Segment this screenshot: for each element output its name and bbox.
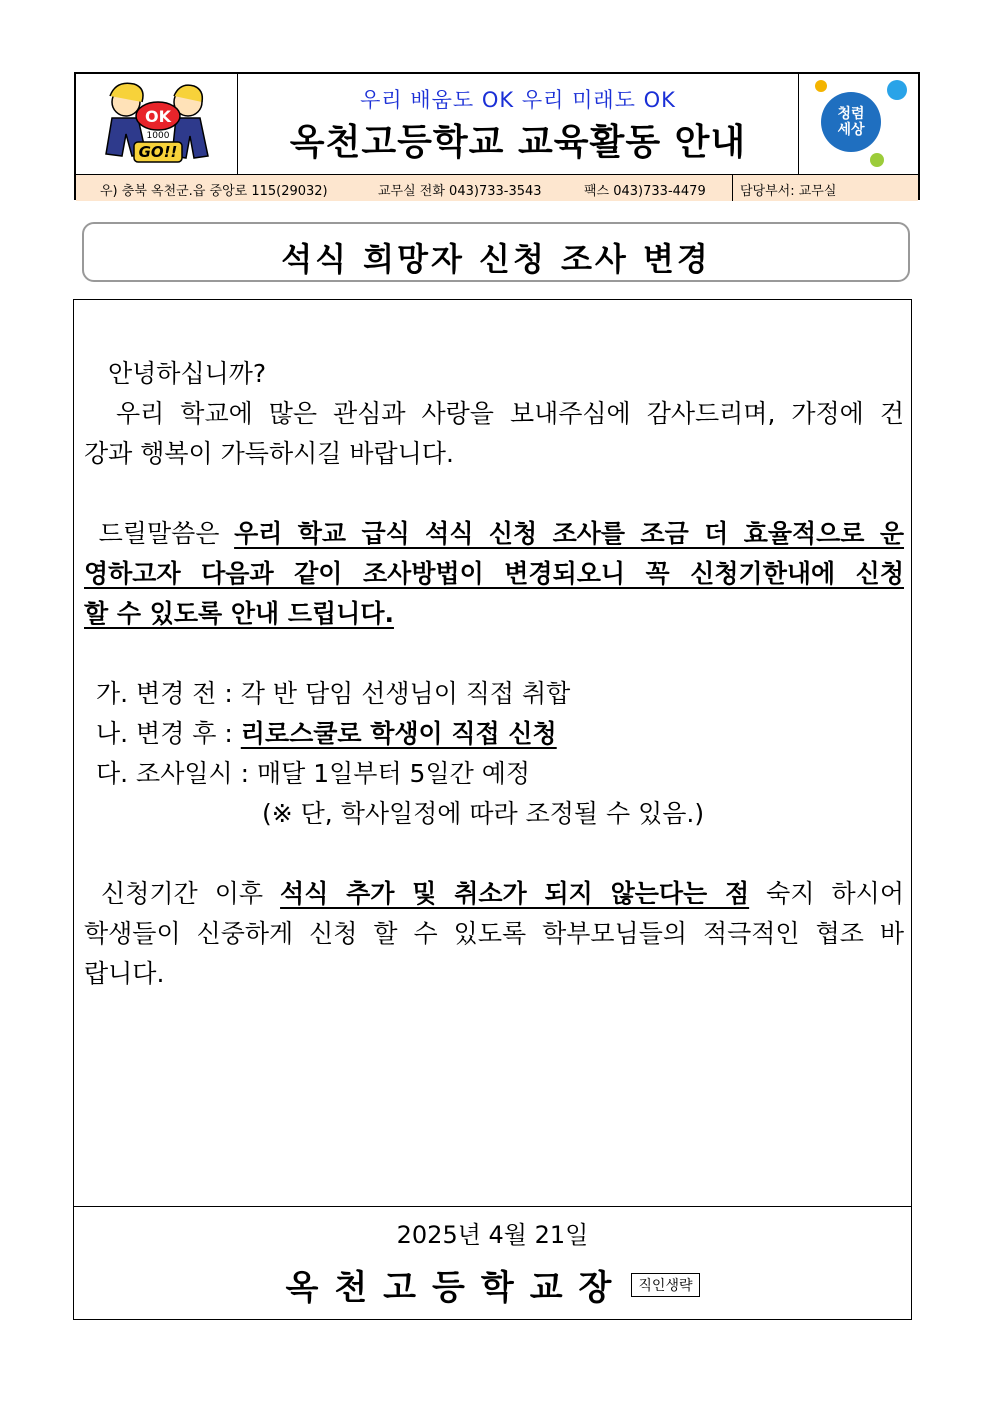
issue-date: 2025년 4월 21일 — [396, 1221, 589, 1249]
contact-bar — [76, 174, 918, 201]
notice-title: 석식 희망자 신청 조사 변경 — [281, 240, 711, 278]
item-after: 나. 변경 후 : 리로스쿨로 학생이 직접 신청 — [96, 719, 557, 748]
school-slogan: 우리 배움도 OK 우리 미래도 OK — [360, 88, 676, 112]
item-after-label: 나. 변경 후 — [96, 719, 217, 748]
closing-line-1 — [84, 878, 904, 910]
intro-line-2: 강과 행복이 가득하시길 바랍니다. — [84, 439, 454, 468]
integrity-logo — [798, 74, 918, 174]
svg-text:청렴: 청렴 — [837, 106, 865, 122]
office-fax: 팩스 043)733-4479 — [584, 184, 706, 199]
svg-text:OK: OK — [145, 107, 171, 126]
closing-suffix: 숙지 하시어 — [766, 879, 904, 908]
svg-text:GO!!: GO!! — [138, 143, 178, 161]
integrity-world-icon — [799, 74, 917, 172]
item-after-value: 리로스쿨로 학생이 직접 신청 — [240, 719, 557, 748]
svg-text:세상: 세상 — [837, 122, 865, 138]
closing-line-3: 랍니다. — [84, 959, 165, 988]
footer-divider — [74, 1206, 911, 1207]
item-schedule-value: 매달 1일부터 5일간 예정 — [257, 759, 531, 788]
letterhead-center — [238, 74, 798, 174]
item-before-label: 가. 변경 전 — [96, 679, 217, 708]
signature-row — [74, 1260, 911, 1310]
notice-title-box — [82, 222, 910, 282]
office-phone: 교무실 전화 043)733-3543 — [378, 184, 542, 199]
item-before: 가. 변경 전 : 각 반 담임 선생님이 직접 취합 — [96, 679, 571, 708]
closing-emphasis: 석식 추가 및 취소가 되지 않는다는 점 — [280, 879, 750, 908]
letterhead — [74, 72, 920, 200]
main-line-2: 영하고자 다음과 같이 조사방법이 변경되오니 꼭 신청기한내에 신청 — [84, 559, 904, 588]
mascot-logo-icon — [76, 74, 236, 172]
item-before-value: 각 반 담임 선생님이 직접 취합 — [240, 679, 571, 708]
item-schedule: 다. 조사일시 : 매달 1일부터 5일간 예정 — [96, 759, 531, 788]
svg-text:1000: 1000 — [146, 131, 170, 141]
main-line-1 — [84, 518, 904, 550]
closing-line-2: 학생들이 신중하게 신청 할 수 있도록 학부모님들의 적극적인 협조 바 — [84, 919, 904, 948]
principal-name: 옥천고등학교장 — [285, 1268, 628, 1308]
item-schedule-label: 다. 조사일시 — [96, 759, 233, 788]
school-title: 옥천고등학교 교육활동 안내 — [289, 122, 747, 163]
greeting: 안녕하십니까? — [108, 359, 267, 388]
school-address: 우) 충북 옥천군.읍 중앙로 115(29032) — [100, 184, 328, 199]
department: 담당부서: 교무실 — [740, 184, 837, 199]
item-note: (※ 단, 학사일정에 따라 조정될 수 있음.) — [262, 799, 705, 828]
contact-divider — [732, 175, 733, 201]
ok-go-logo — [76, 74, 238, 174]
intro-line-1: 우리 학교에 많은 관심과 사랑을 보내주심에 감사드리며, 가정에 건 — [116, 399, 904, 428]
main-emphasis-1: 우리 학교 급식 석식 신청 조사를 조금 더 효율적으로 운 — [234, 519, 905, 548]
main-line-3: 할 수 있도록 안내 드립니다. — [84, 599, 394, 628]
main-prefix: 드릴말씀은 — [98, 519, 220, 548]
seal-omitted: 직인생략 — [631, 1273, 699, 1297]
notice-body — [73, 299, 912, 1320]
closing-prefix: 신청기간 이후 — [101, 879, 263, 908]
